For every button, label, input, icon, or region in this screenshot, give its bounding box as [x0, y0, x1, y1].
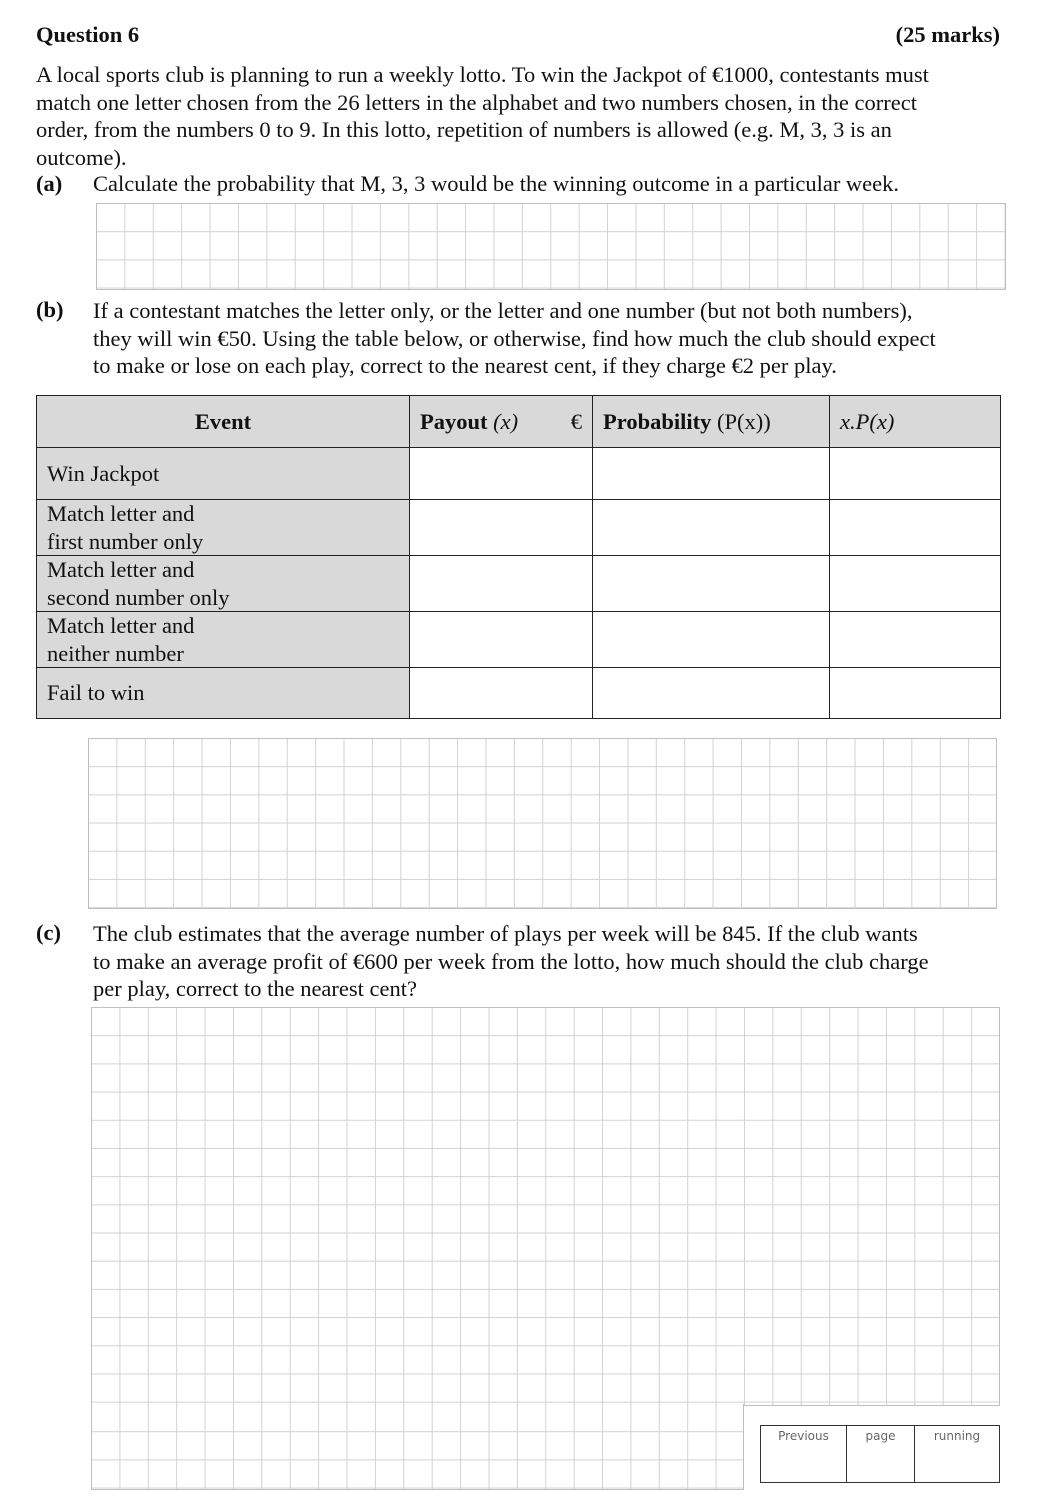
header-payout-label: Payout: [420, 408, 488, 434]
xp-cell[interactable]: [830, 448, 1001, 500]
intro-line: outcome).: [36, 144, 127, 170]
lotto-table: [36, 395, 1001, 719]
header-event: Event: [37, 396, 410, 448]
payout-cell[interactable]: [410, 556, 593, 612]
part-c-label: (c): [36, 920, 61, 945]
xp-cell[interactable]: [830, 668, 1001, 719]
answer-grid-a[interactable]: [96, 203, 1006, 290]
payout-cell[interactable]: [410, 668, 593, 719]
footer-previous-label: Previous: [778, 1429, 829, 1443]
part-b-text: [93, 297, 1023, 380]
header-payout-var: (x): [493, 408, 519, 434]
question-title: Question 6: [36, 22, 140, 47]
intro-line: A local sports club is planning to run a weekly lotto. To win the Jackpot of €1000, contestants must: [36, 62, 929, 87]
footer-previous: [761, 1426, 847, 1482]
table-row: [37, 556, 1001, 612]
footer-page-label: page: [865, 1429, 896, 1443]
table-row: [37, 612, 1001, 668]
footer-page: [847, 1426, 915, 1482]
part-c-line: The club estimates that the average number of plays per week will be 845. If the club wants: [93, 921, 918, 946]
part-b-line: If a contestant matches the letter only, or the letter and one number (but not both numbers),: [93, 298, 913, 323]
answer-grid-b[interactable]: [88, 738, 997, 909]
event-cell: [37, 668, 410, 719]
event-cell: [37, 612, 410, 668]
table-row: [37, 668, 1001, 719]
event-cell: [37, 500, 410, 556]
event-label: first number only: [47, 528, 204, 554]
header-probability: [593, 396, 830, 448]
probability-cell[interactable]: [593, 612, 830, 668]
probability-cell[interactable]: [593, 556, 830, 612]
part-c-line: per play, correct to the nearest cent?: [93, 976, 417, 1001]
answer-grid-c[interactable]: [91, 1007, 1000, 1406]
header-payout-unit: €: [570, 408, 582, 434]
intro-line: order, from the numbers 0 to 9. In this lotto, repetition of numbers is allowed (e.g. M, 3, 3 is an: [36, 117, 892, 142]
probability-cell[interactable]: [593, 500, 830, 556]
header-probability-var: (P(x)): [716, 408, 771, 434]
header-xp-label: x.P(x): [840, 408, 895, 434]
xp-cell[interactable]: [830, 556, 1001, 612]
xp-cell[interactable]: [830, 612, 1001, 668]
event-cell: [37, 448, 410, 500]
xp-cell[interactable]: [830, 500, 1001, 556]
event-label: second number only: [47, 584, 230, 610]
part-a-label: (a): [36, 171, 63, 196]
event-label: Match letter and: [47, 613, 195, 638]
table-header-row: [37, 396, 1001, 448]
footer-running-label: running: [933, 1429, 981, 1443]
header-payout: [410, 396, 593, 448]
header-xp: [830, 396, 1001, 448]
event-label: neither number: [47, 640, 184, 666]
probability-cell[interactable]: [593, 448, 830, 500]
part-b-line: they will win €50. Using the table below, or otherwise, find how much the club should expect: [93, 325, 936, 351]
part-a-text: Calculate the probability that M, 3, 3 would be the winning outcome in a particular week.: [93, 171, 900, 196]
question-intro: [36, 61, 1026, 171]
part-b-label: (b): [36, 297, 64, 322]
part-c-text: [93, 920, 1023, 1003]
payout-cell[interactable]: [410, 448, 593, 500]
event-label: Win Jackpot: [47, 460, 160, 486]
table-row: [37, 448, 1001, 500]
question-marks: (25 marks): [895, 22, 1000, 47]
header-probability-label: Probability: [603, 408, 712, 434]
intro-line: match one letter chosen from the 26 letters in the alphabet and two numbers chosen, in the correct: [36, 89, 917, 115]
footer-running: [915, 1426, 999, 1482]
page-footer-box: [760, 1425, 1000, 1483]
event-label: Fail to win: [47, 680, 145, 706]
event-label: Match letter and: [47, 557, 195, 582]
payout-cell[interactable]: [410, 500, 593, 556]
part-b-line: to make or lose on each play, correct to the nearest cent, if they charge €2 per play.: [93, 353, 837, 378]
part-c-line: to make an average profit of €600 per week from the lotto, how much should the club charge: [93, 948, 929, 974]
event-cell: [37, 556, 410, 612]
table-row: [37, 500, 1001, 556]
answer-grid-c-lower[interactable]: [91, 1404, 744, 1490]
probability-cell[interactable]: [593, 668, 830, 719]
event-label: Match letter and: [47, 501, 195, 526]
payout-cell[interactable]: [410, 612, 593, 668]
